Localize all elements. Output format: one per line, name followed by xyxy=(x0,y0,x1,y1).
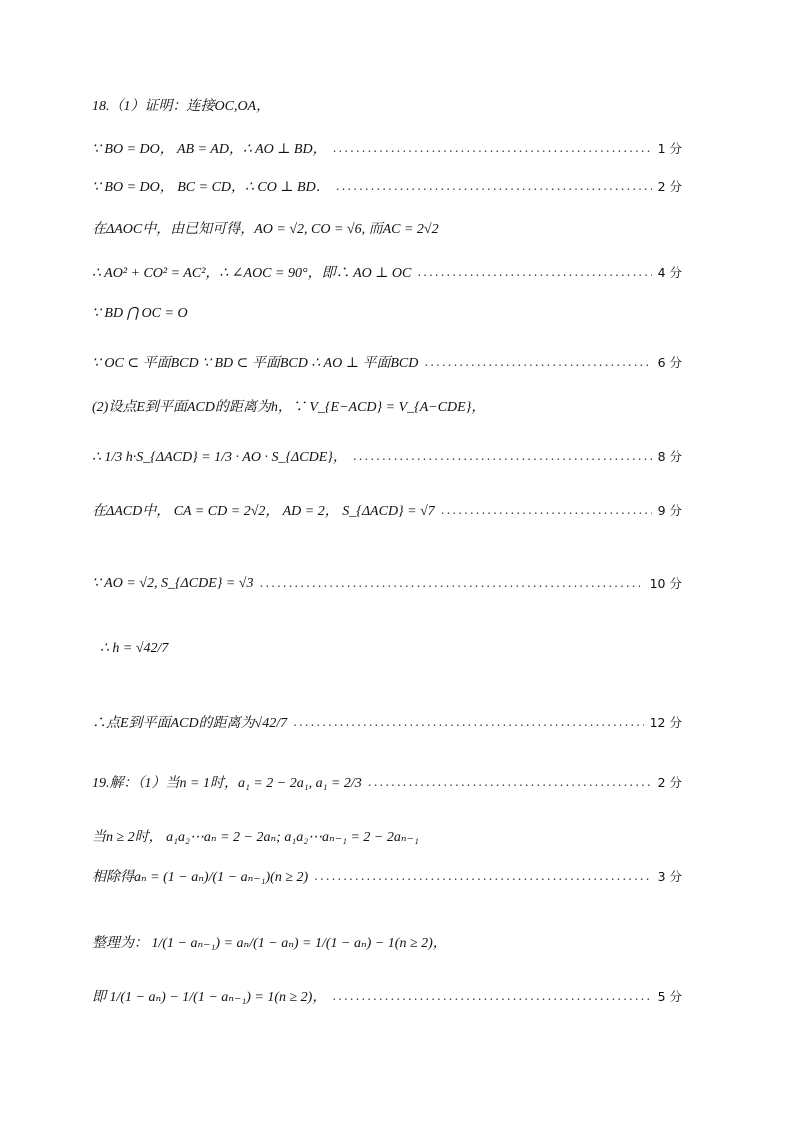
score-label: 2 分 xyxy=(657,775,682,790)
leader-dots xyxy=(417,265,651,279)
line-text: ∴ AO² + CO² = AC²，∴ ∠AOC = 90°，即∴ AO ⊥ OC xyxy=(92,266,412,281)
line-text: 在ΔAOC中，由已知可得，AO = √2, CO = √6, 而AC = 2√2 xyxy=(92,222,439,237)
score-label: 10 分 xyxy=(649,576,682,591)
line-text: ∴ 1/3 h·S_{ΔACD} = 1/3 · AO · S_{ΔCDE}， xyxy=(92,450,347,465)
solution-line-10 xyxy=(92,500,682,520)
leader-dots xyxy=(314,869,651,883)
solution-line-2 xyxy=(92,138,682,158)
line-text: ∵ BD ⋂ OC = O xyxy=(92,306,188,321)
score-label: 6 分 xyxy=(657,355,682,370)
line-text: 在ΔACD中， CA = CD = 2√2， AD = 2， S_{ΔACD} = √7 xyxy=(92,504,435,519)
solution-line-17 xyxy=(92,932,682,952)
solution-line-12 xyxy=(100,640,682,657)
solution-line-1 xyxy=(92,95,682,115)
score-label: 5 分 xyxy=(657,989,682,1004)
solution-line-16 xyxy=(92,866,682,886)
leader-dots xyxy=(332,989,651,1003)
score-label: 2 分 xyxy=(657,179,682,194)
line-text: ∴ h = √42/7 xyxy=(100,641,169,656)
leader-dots xyxy=(333,141,652,155)
solution-line-11 xyxy=(92,574,682,592)
solution-line-13 xyxy=(92,712,682,732)
line-text: 整理为： 1/(1 − aₙ₋₁) = aₙ/(1 − aₙ) = 1/(1 − aₙ) − 1(n ≥ 2)， xyxy=(92,936,447,951)
solution-line-6 xyxy=(92,305,682,322)
leader-dots xyxy=(424,355,651,369)
solution-line-4 xyxy=(92,218,682,238)
solution-line-9 xyxy=(92,446,682,466)
leader-dots xyxy=(293,715,643,729)
leader-dots xyxy=(441,503,652,517)
line-text: ∵ BO = DO， AB = AD，∴ AO ⊥ BD， xyxy=(92,142,327,157)
score-label: 3 分 xyxy=(657,869,682,884)
leader-dots xyxy=(260,576,644,590)
score-label: 1 分 xyxy=(657,141,682,156)
line-text: 18.（1）证明：连接OC,OA， xyxy=(92,99,271,114)
solution-line-18 xyxy=(92,986,682,1006)
score-label: 4 分 xyxy=(657,265,682,280)
line-text: ∵ OC ⊂ 平面BCD ∵ BD ⊂ 平面BCD ∴ AO ⊥ 平面BCD xyxy=(92,356,419,371)
line-text: (2)设点E到平面ACD的距离为h，∵ V_{E−ACD} = V_{A−CDE}， xyxy=(92,400,486,415)
solution-line-14 xyxy=(92,772,682,792)
leader-dots xyxy=(336,179,652,193)
solution-line-15 xyxy=(92,826,682,846)
score-label: 12 分 xyxy=(649,715,682,730)
line-text: ∴点E到平面ACD的距离为√42/7 xyxy=(92,716,288,731)
solution-line-8 xyxy=(92,396,682,416)
leader-dots xyxy=(353,449,652,463)
line-text: 19.解：（1）当n = 1时，a₁ = 2 − 2a₁, a₁ = 2/3 xyxy=(92,776,362,791)
score-label: 9 分 xyxy=(657,503,682,518)
line-text: ∵ BO = DO， BC = CD，∴ CO ⊥ BD． xyxy=(92,180,330,195)
score-label: 8 分 xyxy=(657,449,682,464)
solution-line-7 xyxy=(92,352,682,372)
leader-dots xyxy=(368,775,652,789)
line-text: ∵ AO = √2, S_{ΔCDE} = √3 xyxy=(92,575,254,591)
line-text: 相除得aₙ = (1 − aₙ)/(1 − aₙ₋₁)(n ≥ 2) xyxy=(92,870,309,885)
solution-line-3 xyxy=(92,176,682,196)
solution-line-5 xyxy=(92,262,682,282)
line-text: 当n ≥ 2时， a₁a₂⋯aₙ = 2 − 2aₙ; a₁a₂⋯aₙ₋₁ = 2 − 2aₙ₋₁ xyxy=(92,830,419,845)
line-text: 即 1/(1 − aₙ) − 1/(1 − aₙ₋₁) = 1(n ≥ 2)， xyxy=(92,990,327,1005)
